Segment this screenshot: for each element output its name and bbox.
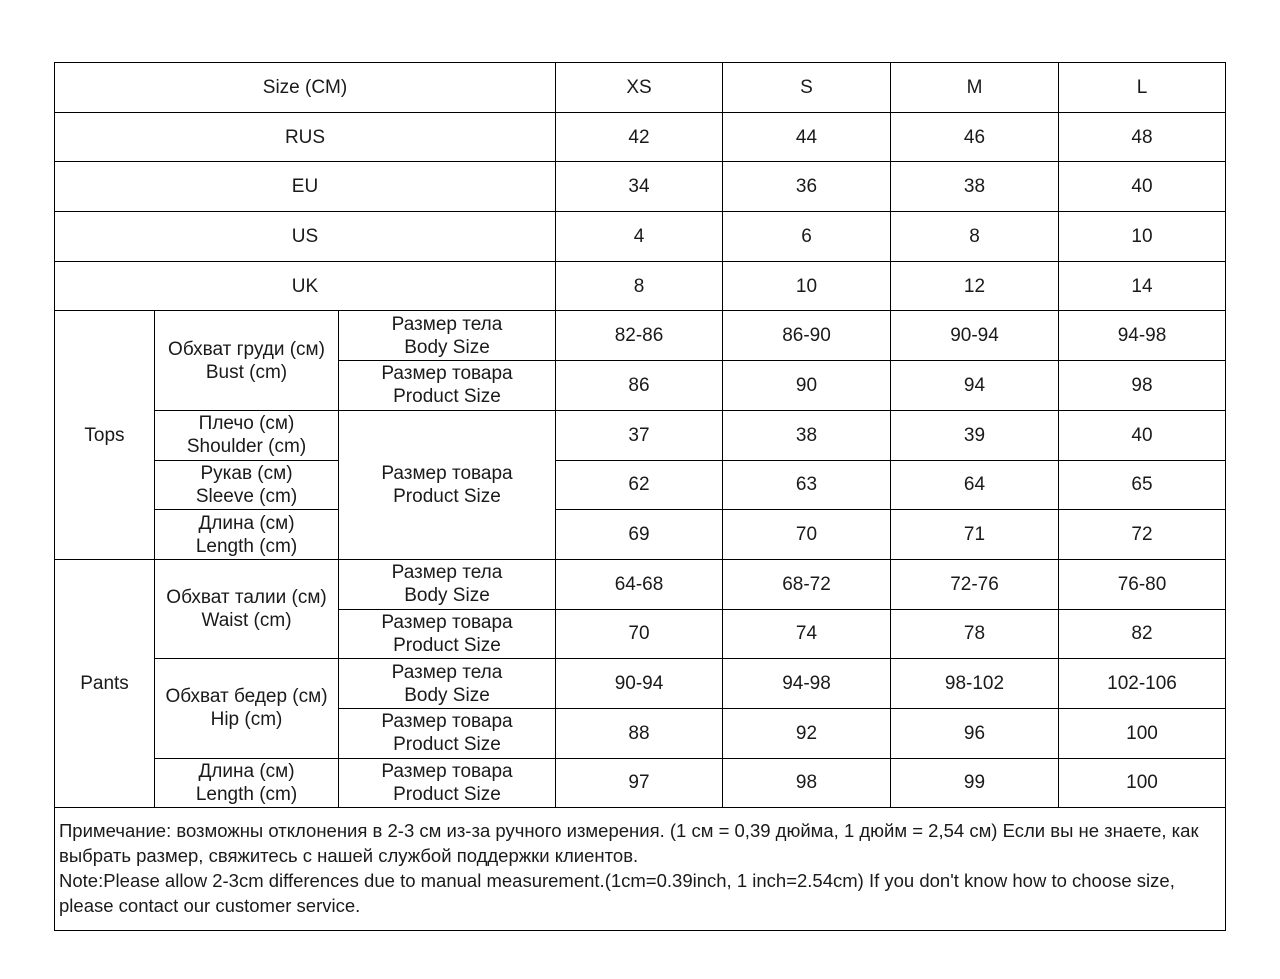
measure-type-body: [339, 559, 556, 609]
row-label-uk: UK: [55, 261, 556, 311]
table-cell: 71: [891, 510, 1059, 560]
table-cell: 90: [723, 361, 891, 411]
measure-label-ru: Обхват талии (см): [166, 587, 327, 609]
measure-label-ru: Обхват груди (см): [168, 338, 325, 360]
size-header-l: L: [1059, 63, 1226, 113]
table-cell: 72-76: [891, 559, 1059, 609]
measure-type-en: Product Size: [393, 734, 501, 756]
table-cell: 6: [723, 212, 891, 262]
table-cell: 4: [556, 212, 723, 262]
measure-type-en: Product Size: [393, 783, 501, 805]
table-row: [55, 559, 1226, 609]
table-cell: 38: [891, 162, 1059, 212]
measure-type-ru: Размер товара: [381, 611, 513, 633]
measure-type-ru: Размер товара: [381, 760, 513, 782]
note-ru: Примечание: возможны отклонения в 2-3 см из-за ручного измерения. (1 см = 0,39 дюйма, 1 дюйм = 2,54 см) Если вы не знаете, как выбрать размер, свяжитесь с нашей службой поддержки клиентов.: [59, 820, 1199, 867]
table-cell: 34: [556, 162, 723, 212]
table-cell: 94-98: [1059, 311, 1226, 361]
table-cell: 48: [1059, 112, 1226, 162]
table-cell: 94: [891, 361, 1059, 411]
table-cell: 70: [556, 609, 723, 659]
table-row: [55, 112, 1226, 162]
measure-type-ru: Размер товара: [381, 711, 513, 733]
table-cell: 40: [1059, 410, 1226, 460]
measure-label-en: Waist (cm): [201, 610, 292, 632]
table-cell: 37: [556, 410, 723, 460]
measure-type-ru: Размер товара: [381, 462, 513, 484]
measure-label-en: Hip (cm): [210, 709, 283, 731]
table-row: [55, 510, 1226, 560]
measure-label-ru: Длина (см): [198, 512, 295, 534]
table-cell: 78: [891, 609, 1059, 659]
table-cell: 65: [1059, 460, 1226, 510]
table-cell: 40: [1059, 162, 1226, 212]
table-row: [55, 410, 1226, 460]
table-cell: 88: [556, 708, 723, 758]
table-cell: 86: [556, 361, 723, 411]
table-row: [55, 162, 1226, 212]
measure-label-shoulder: [155, 410, 339, 460]
table-cell: 8: [556, 261, 723, 311]
measure-type-product: [339, 410, 556, 559]
table-cell: 42: [556, 112, 723, 162]
table-cell: 94-98: [723, 659, 891, 709]
measure-label-en: Sleeve (cm): [195, 485, 298, 507]
measure-label-ru: Плечо (см): [198, 413, 295, 435]
table-cell: 98: [1059, 361, 1226, 411]
table-cell: 72: [1059, 510, 1226, 560]
size-header-m: M: [891, 63, 1059, 113]
table-cell: 39: [891, 410, 1059, 460]
table-cell: 10: [723, 261, 891, 311]
measure-type-product: [339, 609, 556, 659]
table-row: [55, 311, 1226, 361]
table-cell: 86-90: [723, 311, 891, 361]
measure-label-en: Length (cm): [195, 783, 298, 805]
measure-type-en: Body Size: [404, 684, 490, 706]
size-chart-table: [54, 62, 1226, 931]
table-cell: 64: [891, 460, 1059, 510]
table-row: [55, 460, 1226, 510]
table-cell: 36: [723, 162, 891, 212]
note-row: [55, 808, 1226, 931]
table-cell: 62: [556, 460, 723, 510]
section-label-pants: Pants: [55, 559, 155, 807]
table-cell: 69: [556, 510, 723, 560]
measurement-note: [55, 808, 1226, 931]
table-cell: 8: [891, 212, 1059, 262]
measure-label-ru: Длина (см): [198, 760, 295, 782]
table-row: [55, 758, 1226, 808]
table-cell: 14: [1059, 261, 1226, 311]
table-cell: 68-72: [723, 559, 891, 609]
measure-type-ru: Размер товара: [381, 363, 513, 385]
table-cell: 100: [1059, 708, 1226, 758]
measure-label-en: Shoulder (cm): [186, 436, 307, 458]
measure-label-en: Length (cm): [195, 535, 298, 557]
table-cell: 90-94: [556, 659, 723, 709]
measure-label-en: Bust (cm): [205, 361, 288, 383]
row-label-eu: EU: [55, 162, 556, 212]
table-cell: 90-94: [891, 311, 1059, 361]
table-cell: 12: [891, 261, 1059, 311]
table-cell: 102-106: [1059, 659, 1226, 709]
table-cell: 99: [891, 758, 1059, 808]
table-cell: 76-80: [1059, 559, 1226, 609]
measure-label-sleeve: [155, 460, 339, 510]
measure-type-product: [339, 361, 556, 411]
measure-type-en: Product Size: [393, 386, 501, 408]
measure-label-length: [155, 510, 339, 560]
note-en: Note:Please allow 2-3cm differences due to manual measurement.(1cm=0.39inch, 1 inch=2.54cm) If you don't know how to choose size, please contact our customer service.: [59, 870, 1175, 917]
measure-type-body: [339, 659, 556, 709]
table-cell: 92: [723, 708, 891, 758]
table-cell: 10: [1059, 212, 1226, 262]
measure-type-ru: Размер тела: [391, 562, 503, 584]
measure-type-en: Product Size: [393, 634, 501, 656]
table-cell: 38: [723, 410, 891, 460]
table-row: [55, 659, 1226, 709]
measure-label-length: [155, 758, 339, 808]
table-cell: 96: [891, 708, 1059, 758]
size-header-s: S: [723, 63, 891, 113]
table-row: [55, 212, 1226, 262]
measure-label-ru: Рукав (см): [200, 462, 293, 484]
table-cell: 44: [723, 112, 891, 162]
measure-type-en: Product Size: [393, 485, 501, 507]
table-cell: 98: [723, 758, 891, 808]
measure-type-product: [339, 758, 556, 808]
measure-type-product: [339, 708, 556, 758]
table-cell: 82-86: [556, 311, 723, 361]
measure-type-ru: Размер тела: [391, 661, 503, 683]
measure-type-en: Body Size: [404, 585, 490, 607]
header-row: [55, 63, 1226, 113]
size-header-xs: XS: [556, 63, 723, 113]
measure-label-waist: [155, 559, 339, 658]
measure-type-ru: Размер тела: [391, 313, 503, 335]
table-cell: 63: [723, 460, 891, 510]
row-label-rus: RUS: [55, 112, 556, 162]
table-row: [55, 261, 1226, 311]
table-cell: 98-102: [891, 659, 1059, 709]
measure-type-body: [339, 311, 556, 361]
measure-label-bust: [155, 311, 339, 410]
row-label-us: US: [55, 212, 556, 262]
table-cell: 74: [723, 609, 891, 659]
table-cell: 97: [556, 758, 723, 808]
table-cell: 82: [1059, 609, 1226, 659]
measure-type-en: Body Size: [404, 336, 490, 358]
table-cell: 46: [891, 112, 1059, 162]
table-cell: 100: [1059, 758, 1226, 808]
table-cell: 70: [723, 510, 891, 560]
section-label-tops: Tops: [55, 311, 155, 559]
table-cell: 64-68: [556, 559, 723, 609]
measure-label-hip: [155, 659, 339, 758]
size-header-label: Size (CM): [55, 63, 556, 113]
measure-label-ru: Обхват бедер (см): [165, 686, 328, 708]
